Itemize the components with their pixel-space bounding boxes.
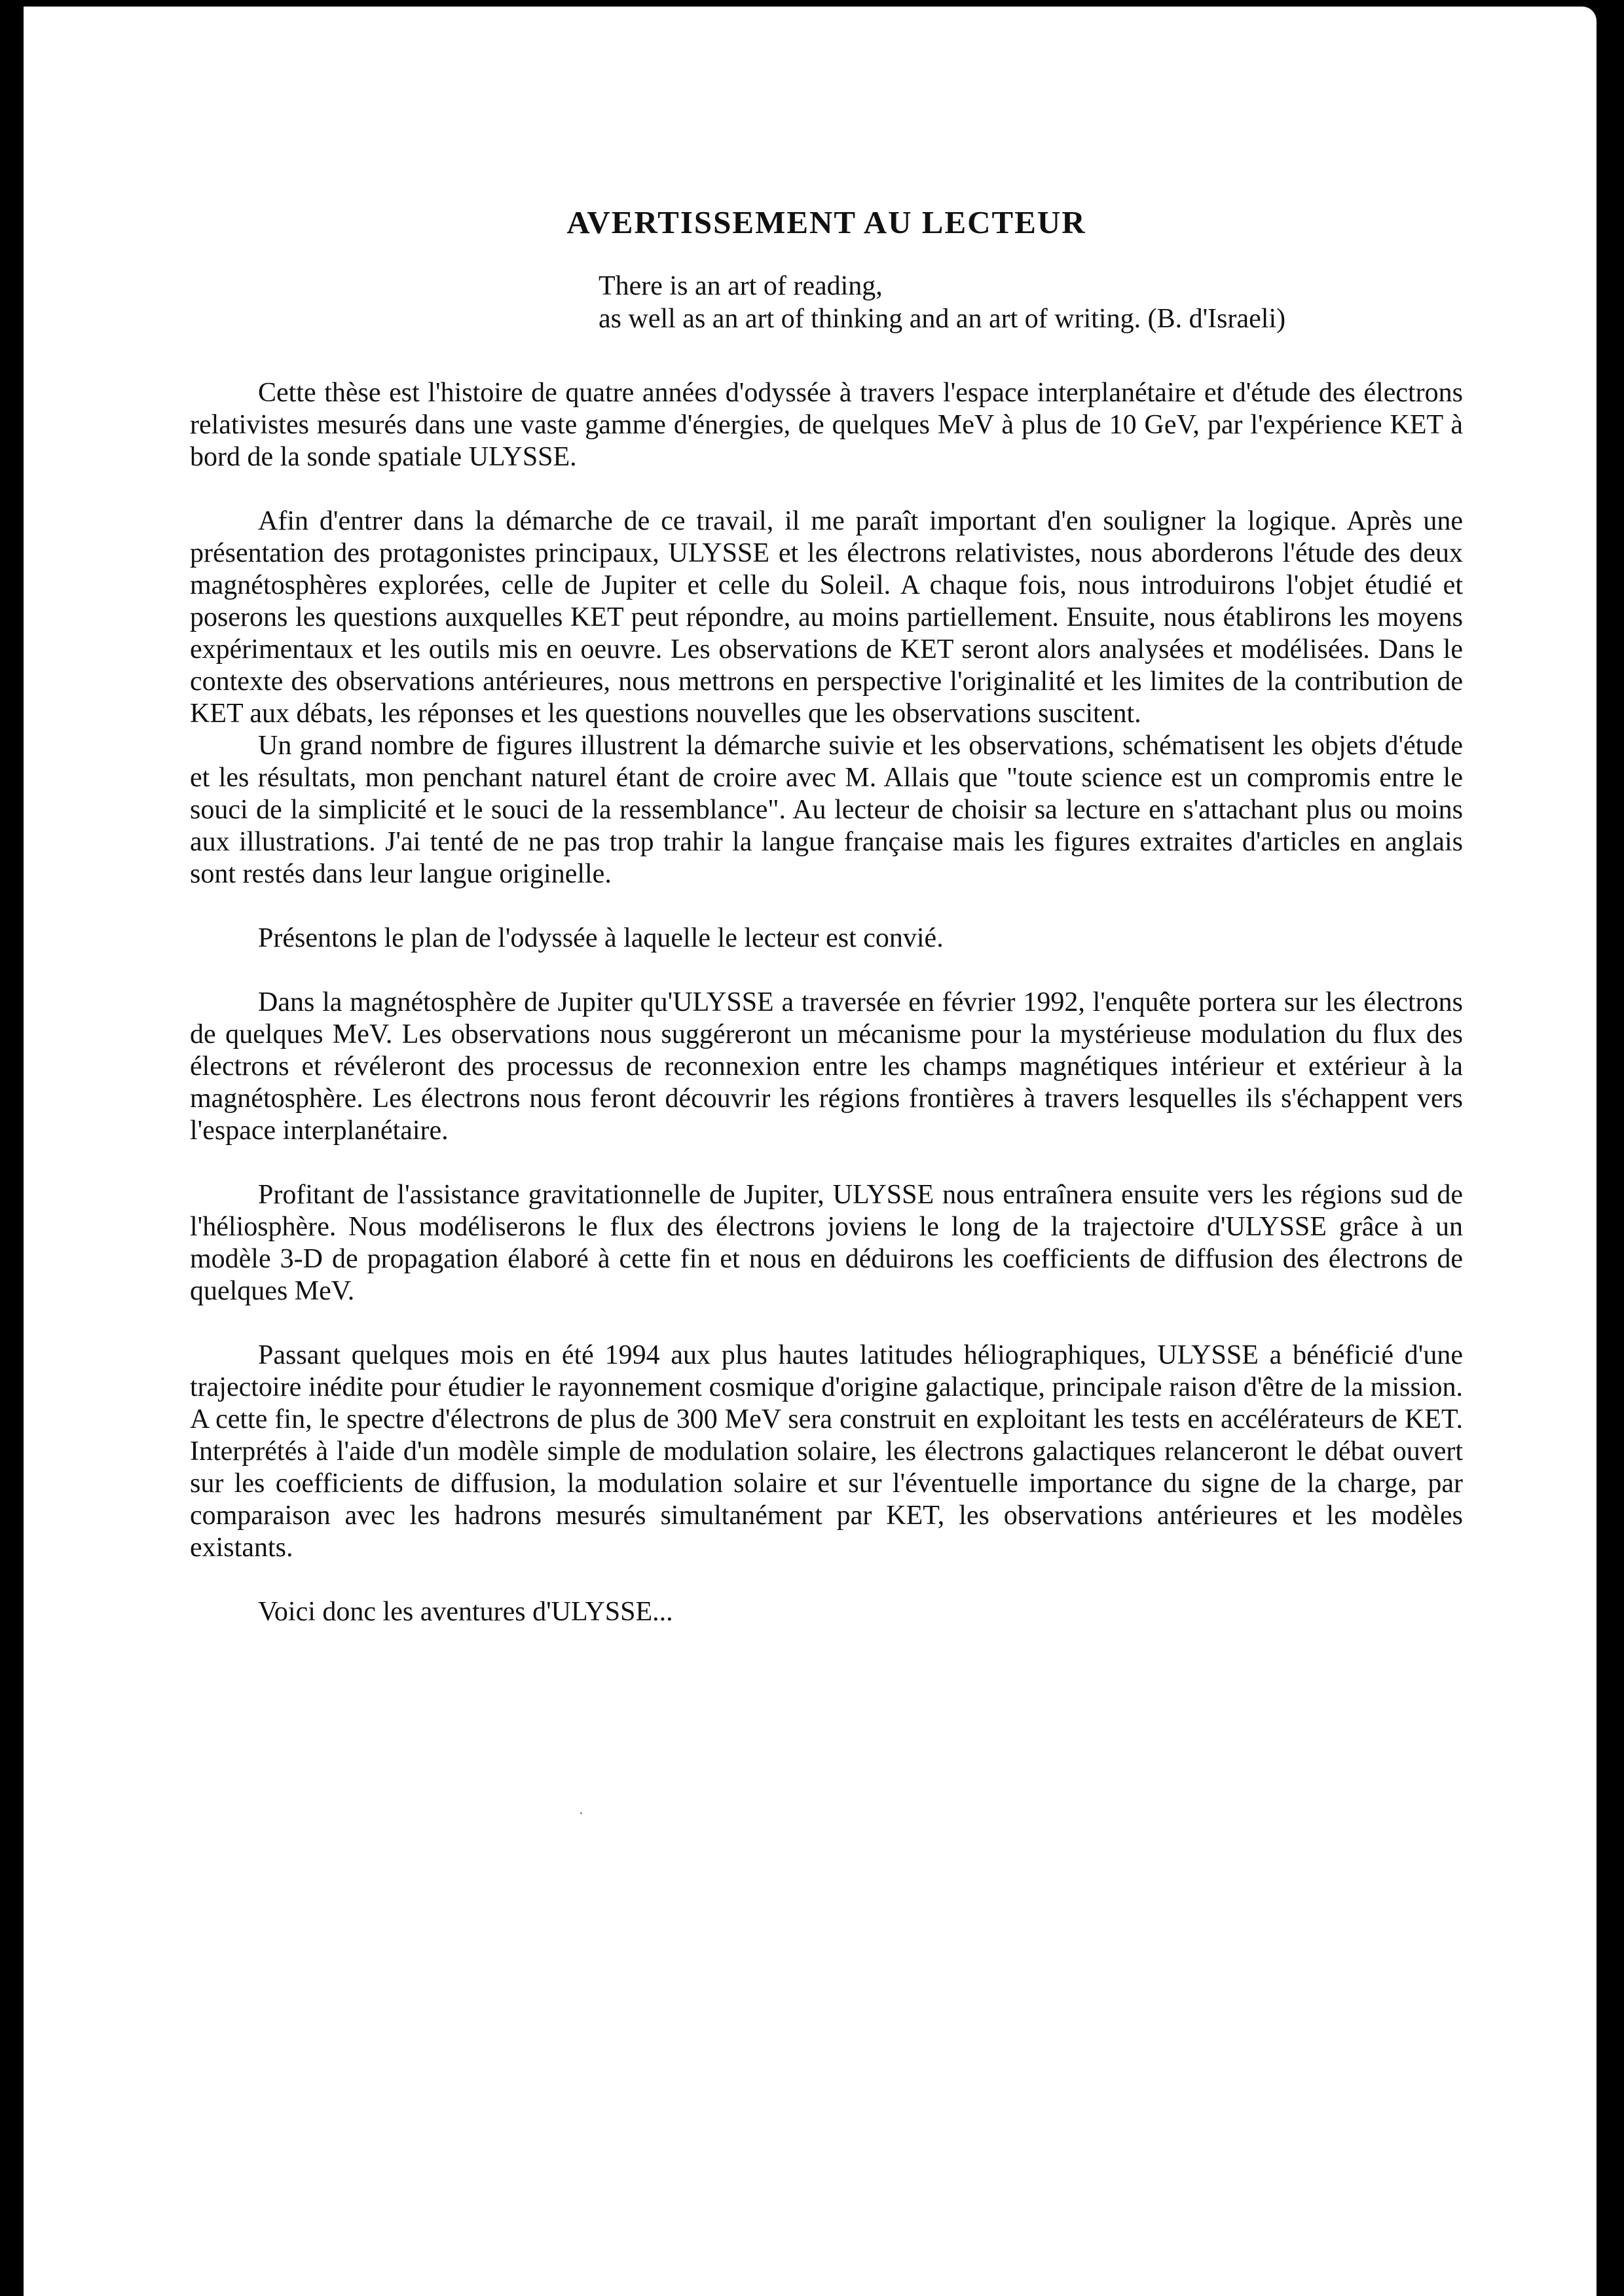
paragraph-galactic: Passant quelques mois en été 1994 aux plus hautes latitudes héliographiques, ULYSSE a bénéficié d'une trajectoire inédite pour étudier le rayonnement cosmique d'origine galactique, principale raison d'être de la mission. A cette fin, le spectre d'électrons de plus de 300 MeV sera construit en exploitant les tests en accélérateurs de KET. Interprétés à l'aide d'un modèle simple de modulation solaire, les électrons galactiques relanceront le débat ouvert sur les coefficients de diffusion, la modulation solaire et sur l'éventuelle importance du signe de la charge, par comparaison avec les hadrons mesurés simultanément par KET, les observations antérieures et les modèles existants. <box>190 1340 1463 1563</box>
paragraph-figures: Un grand nombre de figures illustrent la démarche suivie et les observations, schématisent les objets d'étude et les résultats, mon penchant naturel étant de croire avec M. Allais que "toute science est un compromis entre le souci de la simplicité et le souci de la ressemblance". Au lecteur de choisir sa lecture en s'attachant plus ou moins aux illustrations. J'ai tenté de ne pas trop trahir la langue française mais les figures extraites d'articles en anglais sont restés dans leur langue originelle. <box>190 731 1463 889</box>
page-content <box>190 206 1463 1660</box>
document-page <box>24 7 1596 2296</box>
paragraph-intro: Cette thèse est l'histoire de quatre années d'odyssée à travers l'espace interplanétaire et d'étude des électrons relativistes mesurés dans une vaste gamme d'énergies, de quelques MeV à plus de 10 GeV, par l'expérience KET à bord de la sonde spatiale ULYSSE. <box>190 378 1463 472</box>
paragraph-method: Afin d'entrer dans la démarche de ce travail, il me paraît important d'en souligner la logique. Après une présentation des protagonistes principaux, ULYSSE et les électrons relativistes, nous aborderons l'étude des deux magnétosphères explorées, celle de Jupiter et celle du Soleil. A chaque fois, nous introduirons l'objet étudié et poserons les questions auxquelles KET peut répondre, au moins partiellement. Ensuite, nous établirons les moyens expérimentaux et les outils mis en oeuvre. Les observations de KET seront alors analysées et modélisées. Dans le contexte des observations antérieures, nous mettrons en perspective l'originalité et les limites de la contribution de KET aux débats, les réponses et les questions nouvelles que les observations suscitent. <box>190 506 1463 729</box>
paragraph-jupiter: Dans la magnétosphère de Jupiter qu'ULYSSE a traversée en février 1992, l'enquête portera sur les électrons de quelques MeV. Les observations nous suggéreront un mécanisme pour la mystérieuse modulation du flux des électrons et révéleront des processus de reconnexion entre les champs magnétiques intérieur et extérieur à la magnétosphère. Les électrons nous feront découvrir les régions frontières à travers lesquelles ils s'échappent vers l'espace interplanétaire. <box>190 987 1463 1146</box>
paragraph-plan: Présentons le plan de l'odyssée à laquelle le lecteur est convié. <box>258 923 944 953</box>
paragraph-heliosphere: Profitant de l'assistance gravitationnelle de Jupiter, ULYSSE nous entraînera ensuite vers les régions sud de l'héliosphère. Nous modéliserons le flux des électrons joviens le long de la trajectoire d'ULYSSE grâce à un modèle 3-D de propagation élaboré à cette fin et nous en déduirons les coefficients de diffusion des électrons de quelques MeV. <box>190 1180 1463 1306</box>
epigraph-quote <box>599 270 1463 335</box>
epigraph-line: There is an art of reading, <box>599 271 883 301</box>
epigraph-line: as well as an art of thinking and an art of writing. (B. d'Israeli) <box>599 304 1286 334</box>
page-title: AVERTISSEMENT AU LECTEUR <box>566 204 1086 240</box>
scan-speck <box>580 1812 582 1814</box>
paragraph-closing: Voici donc les aventures d'ULYSSE... <box>258 1597 673 1627</box>
